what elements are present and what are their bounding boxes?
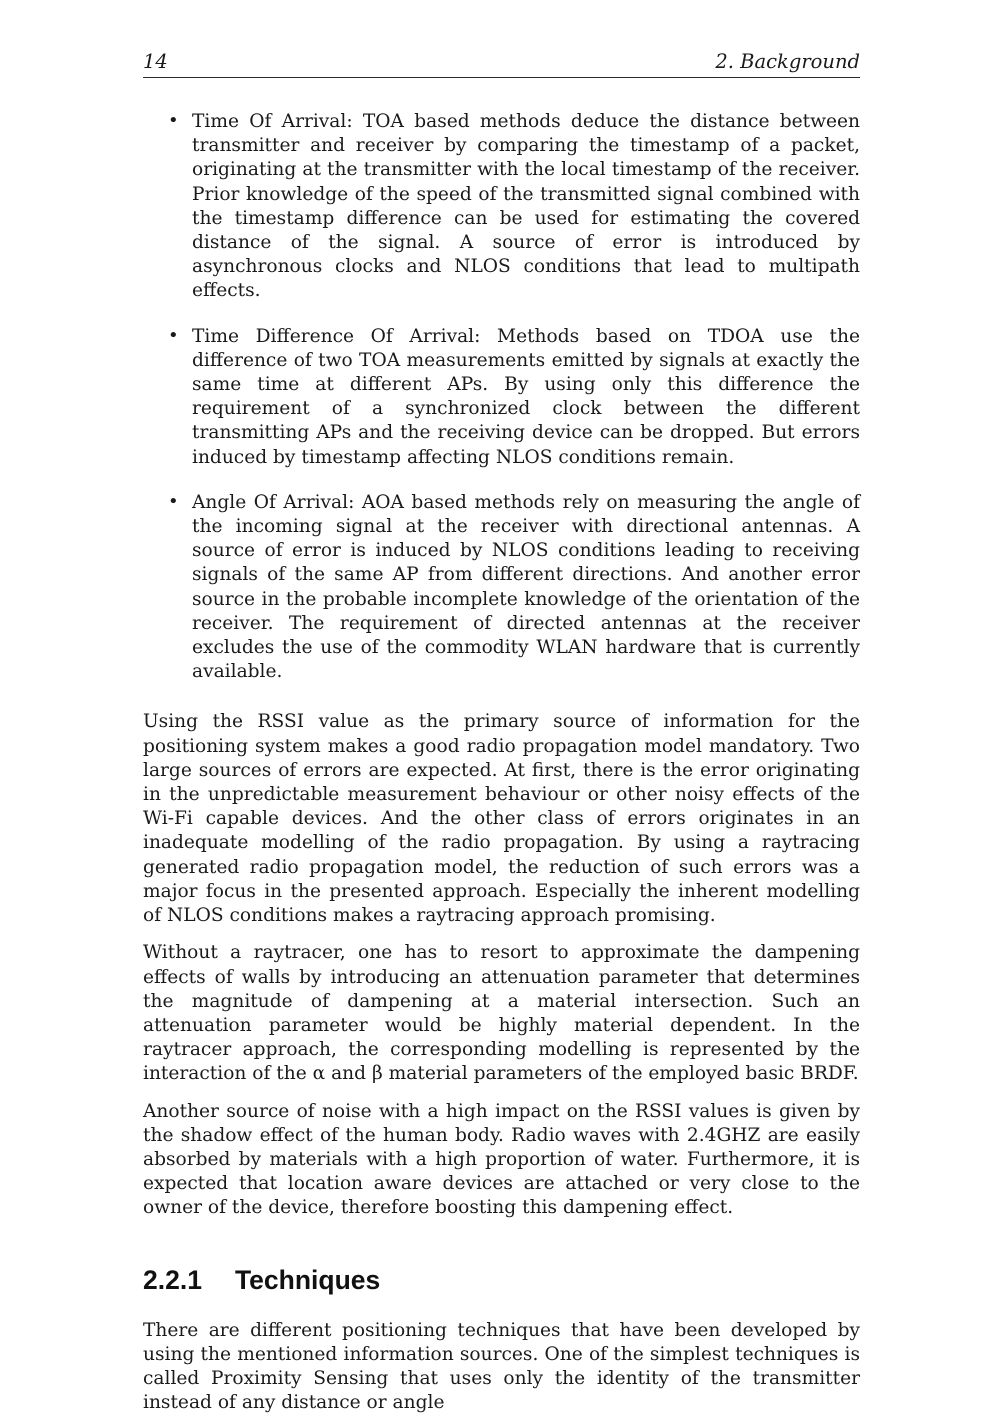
bullet-list [143, 110, 860, 684]
list-item-text: Time Difference Of Arrival: Methods based on TDOA use the difference of two TOA measurements emitted by signals at exactly the same time at different APs. By using only this difference the requirement of a synchronized clock between the different transmitting APs and the receiving device can be dropped. But errors induced by timestamp affecting NLOS conditions remain. [192, 325, 860, 468]
section-heading [143, 1265, 860, 1295]
chapter-title: 2. Background [715, 50, 860, 73]
section-title: Techniques [234, 1264, 381, 1295]
list-item-time-difference-of-arrival [168, 324, 860, 470]
page-content [143, 0, 860, 1414]
list-item-text: Time Of Arrival: TOA based methods deduce the distance between transmitter and receiver by comparing the timestamp of a packet, originating at the transmitter with the local timestamp of the receiver. Prior knowledge of the speed of the transmitted signal combined with the timestamp difference can be used for estimating the covered distance of the signal. A source of error is introduced by asynchronous clocks and NLOS conditions that lead to multipath effects. [192, 111, 860, 302]
list-item-angle-of-arrival [168, 490, 860, 685]
paragraph-raytracer-attenuation: Without a raytracer, one has to resort to approximate the dampening effects of walls by introducing an attenuation parameter that determines the magnitude of dampening at a material intersection. Such an attenuation parameter would be highly material dependent. In the raytracer approach, the corresponding modelling is represented by the interaction of the α and β material parameters of the employed basic BRDF. [143, 942, 860, 1085]
bullet-icon: • [168, 110, 179, 131]
paragraph-rssi-model: Using the RSSI value as the primary source of information for the positioning system makes a good radio propagation model mandatory. Two large sources of errors are expected. At first, there is the error originating in the unpredictable measurement behaviour or other noisy effects of the Wi-Fi capable devices. And the other class of errors originates in an inadequate modelling of the radio propagation. By using a raytracing generated radio propagation model, the reduction of such errors was a major focus in the presented approach. Especially the inherent modelling of NLOS conditions makes a raytracing approach promising. [143, 711, 860, 927]
page-number: 14 [143, 50, 168, 73]
bullet-icon: • [168, 490, 179, 512]
list-item-text: Angle Of Arrival: AOA based methods rely on measuring the angle of the incoming signal at the receiver with directional antennas. A source of error is induced by NLOS conditions leading to receiving signals of the same AP from different directions. And another error source in the probable incomplete knowledge of the orientation of the receiver. The requirement of directed antennas at the receiver excludes the use of the commodity WLAN hardware that is currently available. [192, 491, 860, 683]
paragraph-techniques-intro: There are different positioning techniques that have been developed by using the mentioned information sources. One of the simplest techniques is called Proximity Sensing that uses only the identity of the transmitter instead of any distance or angle [143, 1319, 860, 1414]
paragraph-shadow-effect: Another source of noise with a high impact on the RSSI values is given by the shadow effect of the human body. Radio waves with 2.4GHZ are easily absorbed by materials with a high proportion of water. Furthermore, it is expected that location aware devices are attached or very close to the owner of the device, therefore boosting this dampening effect. [143, 1100, 860, 1219]
section-number: 2.2.1 [143, 1264, 202, 1295]
list-item-time-of-arrival [168, 110, 860, 304]
running-header [143, 50, 860, 78]
bullet-icon: • [168, 324, 179, 346]
